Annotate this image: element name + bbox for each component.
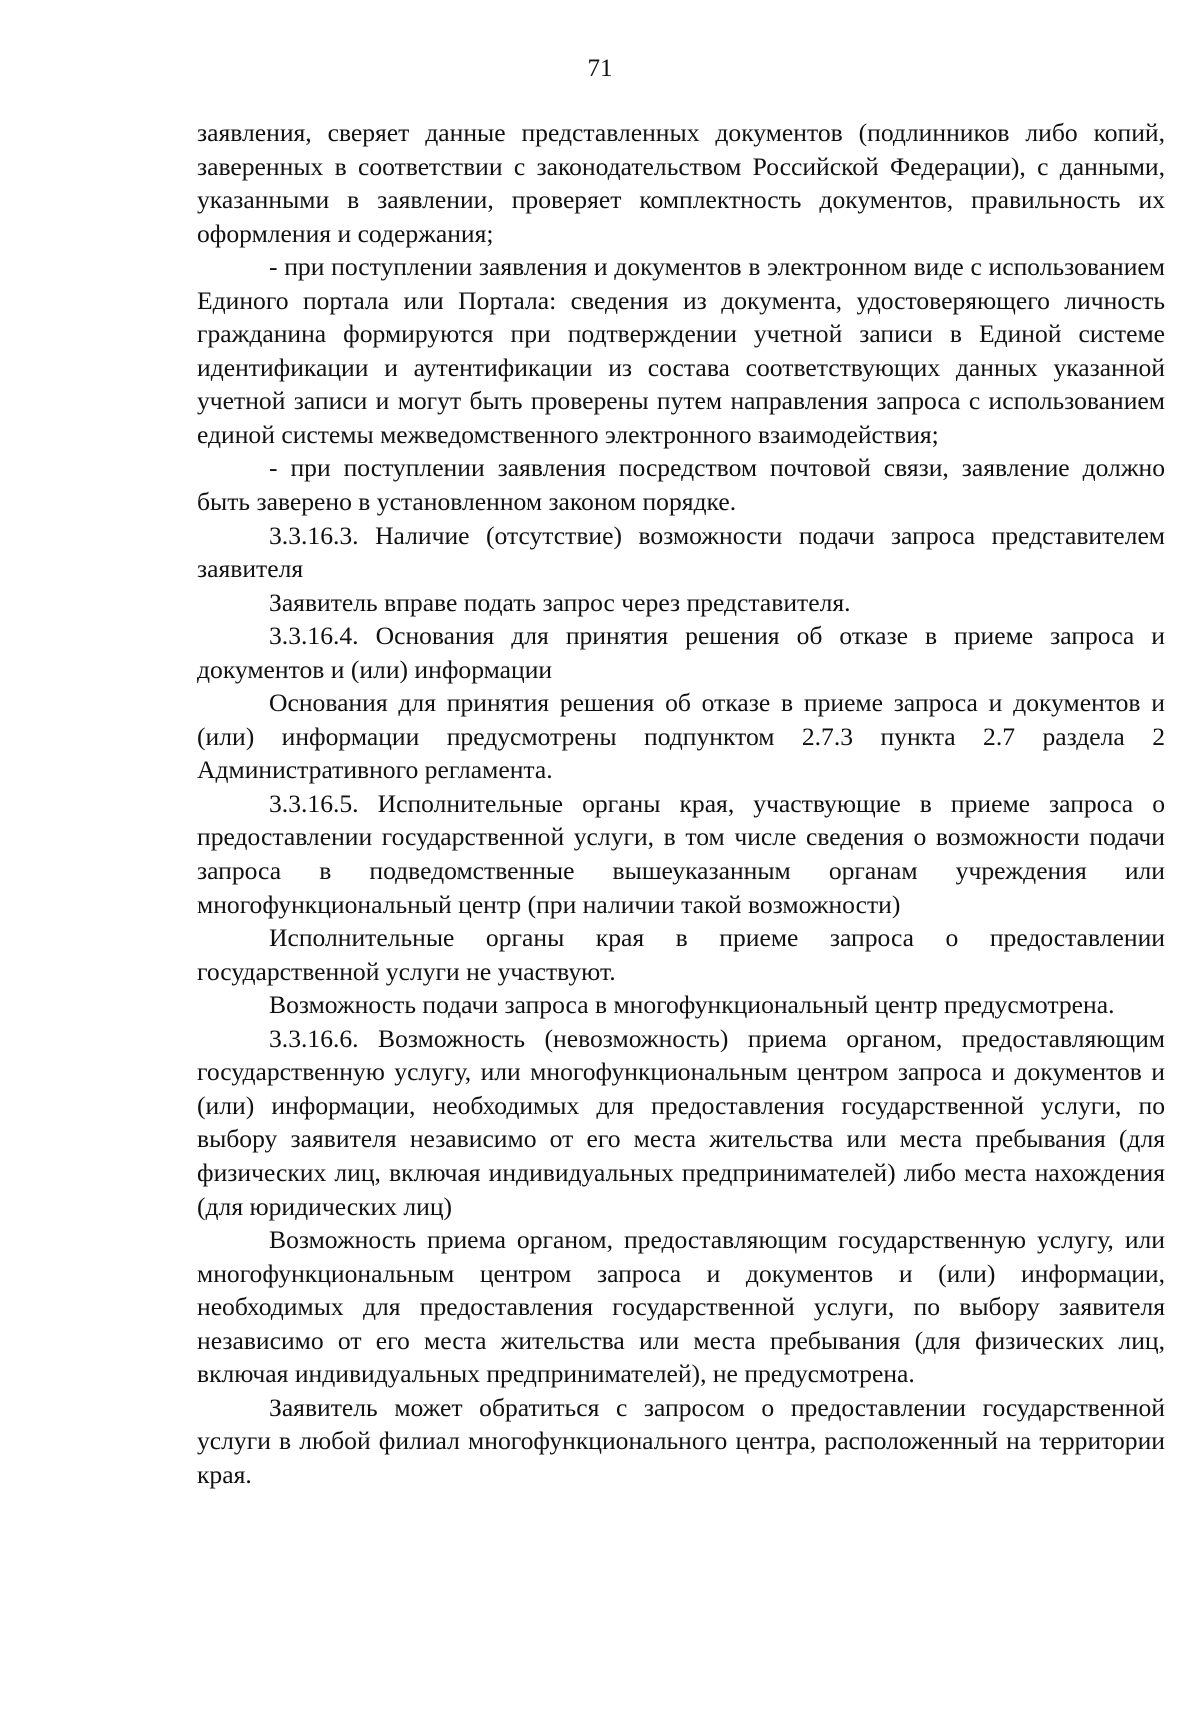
paragraph-continuation: заявления, сверяет данные представленных документов (подлинников либо копий, заверенных в соответствии с законодательством Российской Федерации), с данными, указанными в заявлении, проверяет комплектность документов, правильность их оформления и содержания;	[197, 118, 1165, 248]
paragraph-representative: Заявитель вправе подать запрос через представителя.	[269, 587, 851, 617]
paragraph-any-branch: Заявитель может обратиться с запросом о предоставлении государственной услуги в любой филиал многофункционального центра, расположенный на территории края.	[197, 1392, 1165, 1489]
paragraph-refusal-grounds: Основания для принятия решения об отказе в приеме запроса и документов и (или) информации предусмотрены подпунктом 2.7.3 пункта 2.7 раздела 2 Административного регламента.	[197, 688, 1165, 785]
page-number: 71	[587, 55, 613, 82]
paragraph-executive-bodies: Исполнительные органы края в приеме запроса о предоставлении государственной услуги не участвуют.	[197, 923, 1165, 986]
paragraph-postal-submission: - при поступлении заявления посредством почтовой связи, заявление должно быть заверено в установленном законом порядке.	[197, 453, 1165, 517]
section-heading-3-3-16-4: 3.3.16.4. Основания для принятия решения об отказе в приеме запроса и документов и (или) информации	[197, 621, 1165, 684]
section-heading-3-3-16-6: 3.3.16.6. Возможность (невозможность) приема органом, предоставляющим государственную услугу, или многофункциональным центром запроса и документов и (или) информации, необходимых для предоставления государственной услуги, по выбору заявителя независимо от его места жительства или места пребывания (для физических лиц, включая индивидуальных предпринимателей) либо места нахождения (для юридических лиц)	[197, 1023, 1165, 1221]
document-body	[197, 116, 1165, 1491]
section-heading-3-3-16-3: 3.3.16.3. Наличие (отсутствие) возможности подачи запроса представителем заявителя	[197, 520, 1165, 584]
paragraph-electronic-submission: - при поступлении заявления и документов в электронном виде с использованием Единого портала или Портала: сведения из документа, удостоверяющего личность гражданина формируются при подтверждении учетной записи в Единой системе идентификации и аутентификации из состава соответствующих данных указанной учетной записи и могут быть проверены путем направления запроса с использованием единой системы межведомственного электронного взаимодействия;	[197, 252, 1165, 449]
paragraph-mfc-submission: Возможность подачи запроса в многофункциональный центр предусмотрена.	[269, 990, 1115, 1020]
section-heading-3-3-16-5: 3.3.16.5. Исполнительные органы края, участвующие в приеме запроса о предоставлении государственной услуги, в том числе сведения о возможности подачи запроса в подведомственные вышеуказанным органам учреждения или многофункциональный центр (при наличии такой возможности)	[197, 788, 1165, 919]
paragraph-extraterritorial: Возможность приема органом, предоставляющим государственную услугу, или многофункциональным центром запроса и документов и (или) информации, необходимых для предоставления государственной услуги, по выбору заявителя независимо от его места жительства или места пребывания (для физических лиц, включая индивидуальных предпринимателей), не предусмотрена.	[197, 1225, 1165, 1389]
